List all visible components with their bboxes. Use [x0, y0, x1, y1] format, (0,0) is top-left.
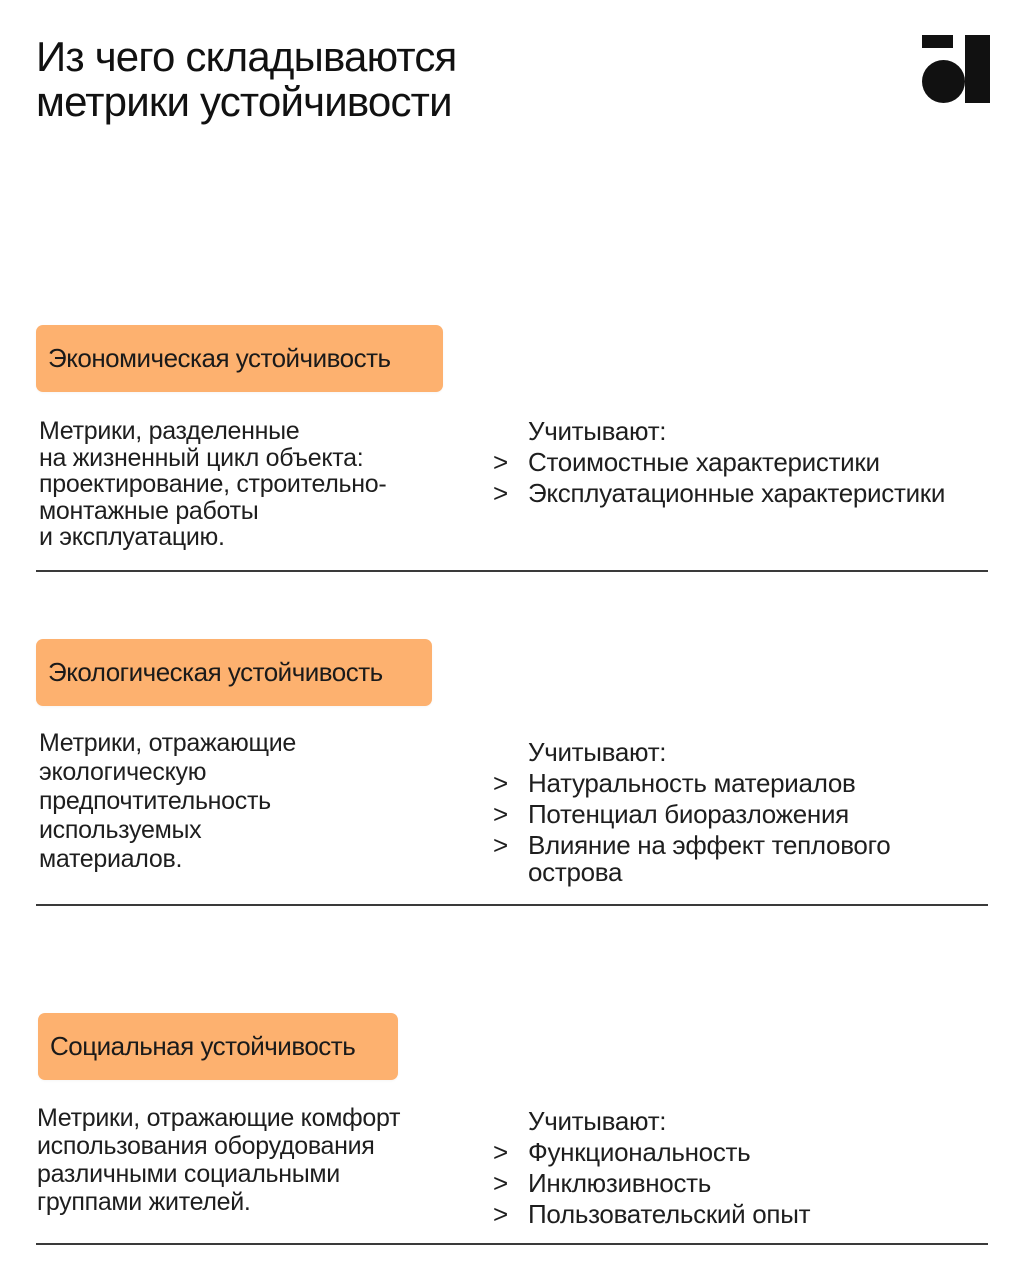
list-item	[493, 1199, 810, 1230]
list-item	[493, 1137, 810, 1168]
page-title-line: метрики устойчивости	[36, 78, 452, 125]
chevron-right-icon: >	[493, 799, 508, 829]
list-item-text: Потенциал биоразложения	[528, 799, 849, 829]
considers-label: Учитывают:	[528, 1106, 667, 1136]
chevron-right-icon: >	[493, 1199, 508, 1229]
chevron-right-icon: >	[493, 447, 508, 477]
list-item-text: Стоимостные характеристики	[528, 447, 880, 477]
list-item-text: Натуральность материалов	[528, 768, 856, 798]
list-item-text: Функциональность	[528, 1137, 751, 1167]
section-divider	[36, 904, 988, 906]
description-line: различными социальными	[37, 1160, 340, 1188]
list-item	[493, 768, 890, 799]
description-line: Метрики, отражающие	[39, 729, 297, 757]
ecological-considers	[493, 737, 890, 886]
section-divider	[36, 570, 988, 572]
description-line: экологическую	[39, 758, 207, 786]
description-line: используемых	[39, 816, 202, 844]
chevron-right-icon: >	[493, 768, 508, 798]
social-description	[37, 1104, 400, 1216]
chevron-right-icon: >	[493, 478, 508, 508]
page-title-line: Из чего складываются	[36, 33, 457, 80]
tag-economic-sustainability: Экономическая устойчивость	[36, 325, 443, 392]
list-item-text: Влияние на эффект теплового	[528, 830, 891, 860]
description-line: на жизненный цикл объекта:	[39, 443, 364, 472]
description-line: проектирование, строительно-	[39, 470, 387, 498]
description-line: Метрики, разделенные	[39, 417, 300, 445]
list-item	[493, 799, 890, 830]
list-item-text: острова	[528, 857, 623, 887]
tag-ecological-sustainability: Экологическая устойчивость	[36, 639, 432, 706]
list-item	[493, 830, 890, 886]
ecological-description	[39, 729, 296, 874]
list-item	[493, 478, 945, 509]
list-item	[493, 447, 945, 478]
economic-considers	[493, 416, 945, 509]
chevron-right-icon: >	[493, 1137, 508, 1167]
description-line: группами жителей.	[37, 1188, 251, 1216]
brand-logo-icon	[922, 35, 990, 103]
list-item	[493, 1168, 810, 1199]
list-item-text: Инклюзивность	[528, 1168, 712, 1198]
description-line: предпочтительность	[39, 787, 271, 815]
description-line: Метрики, отражающие комфорт	[37, 1104, 401, 1132]
page-title	[36, 34, 456, 124]
description-line: и эксплуатацию.	[39, 523, 225, 551]
tag-social-sustainability: Социальная устойчивость	[38, 1013, 398, 1080]
considers-label: Учитывают:	[528, 416, 667, 446]
description-line: использования оборудования	[37, 1132, 375, 1160]
social-considers	[493, 1106, 810, 1230]
chevron-right-icon: >	[493, 830, 508, 860]
economic-description	[39, 418, 386, 551]
list-item-text: Пользовательский опыт	[528, 1199, 811, 1229]
list-item-text: Эксплуатационные характеристики	[528, 478, 946, 508]
description-line: материалов.	[39, 845, 183, 873]
description-line: монтажные работы	[39, 496, 259, 525]
considers-label: Учитывают:	[528, 737, 667, 767]
section-divider	[36, 1243, 988, 1245]
chevron-right-icon: >	[493, 1168, 508, 1198]
